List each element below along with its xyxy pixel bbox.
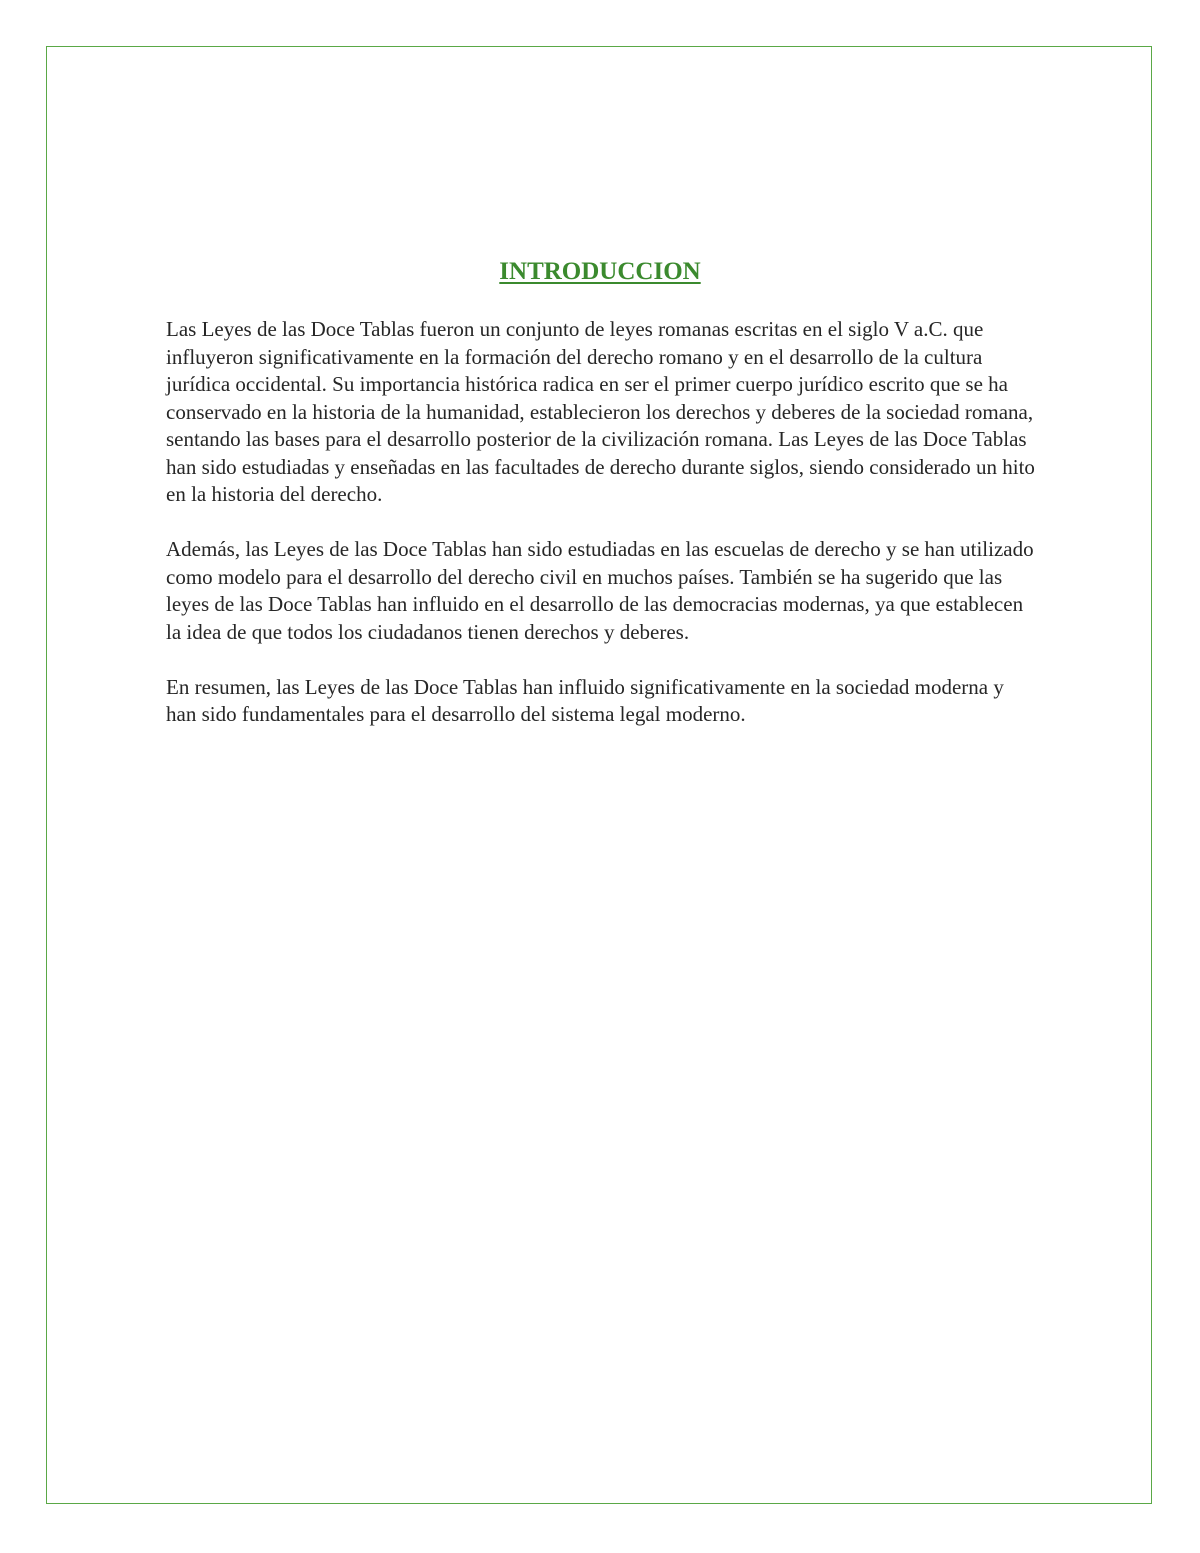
document-title: INTRODUCCION	[499, 258, 701, 285]
paragraph-1: Las Leyes de las Doce Tablas fueron un conjunto de leyes romanas escritas en el siglo V a.C. que influyeron significativamente en la formación del derecho romano y en el desarrollo de la cultura jurídica occidental. Su importancia histórica radica en ser el primer cuerpo jurídico escrito que se ha conservado en la historia de la humanidad, establecieron los derechos y deberes de la sociedad romana, sentando las bases para el desarrollo posterior de la civilización romana. Las Leyes de las Doce Tablas han sido estudiadas y enseñadas en las facultades de derecho durante siglos, siendo considerado un hito en la historia del derecho.	[166, 317, 1035, 506]
paragraph-3: En resumen, las Leyes de las Doce Tablas han influido significativamente en la sociedad moderna y han sido fundamentales para el desarrollo del sistema legal moderno.	[166, 674, 1004, 726]
document-body	[166, 316, 1036, 756]
paragraph-2: Además, las Leyes de las Doce Tablas han sido estudiadas en las escuelas de derecho y se han utilizado como modelo para el desarrollo del derecho civil en muchos países. También se ha sugerido que las leyes de las Doce Tablas han influido en el desarrollo de las democracias modernas, ya que establecen la idea de que todos los ciudadanos tienen derechos y deberes.	[166, 537, 1034, 644]
